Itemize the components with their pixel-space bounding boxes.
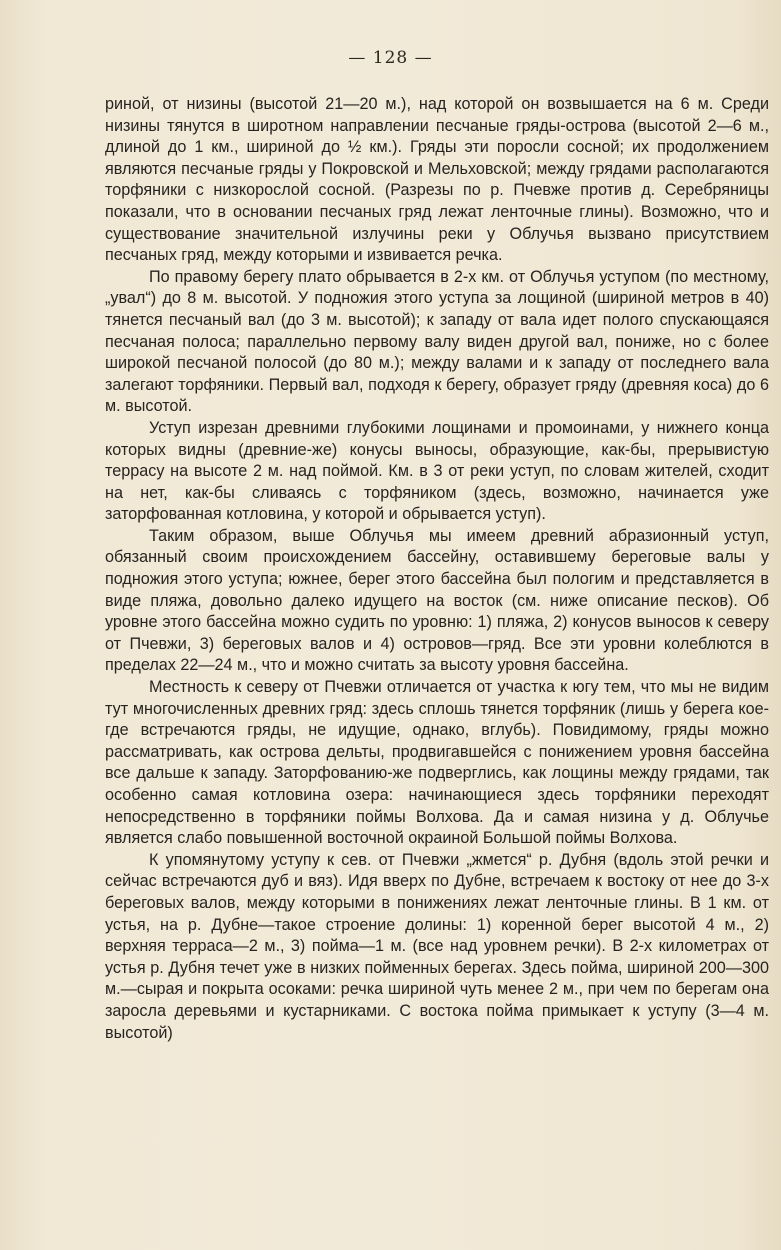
paragraph-2: По правому берегу плато обрывается в 2-х км. от Облучья уступом (по местному, „увал“) до 8 м. высотой. У подножия этого уступа за лощиной (шириной метров в 40) тянется песчаный вал (до 3 м. высотой); к западу от вала идет полого спускающаяся песчаная полоса; параллельно первому валу виден другой вал, пониже, но с более широкой песчаной полосой (до 80 м.); между валами и к западу от последнего вала залегают торфяники. Первый вал, подходя к берегу, образует гряду (древняя коса) до 6 м. высотой. <box>105 267 769 416</box>
paragraph-5: Местность к северу от Пчевжи отличается от участка к югу тем, что мы не видим тут многочисленных древних гряд: здесь сплошь тянется торфяник (лишь у берега кое-где встречаются гряды, не идущие, однако, вглубь). Повидимому, гряды можно рассматривать, как острова дельты, продвигавшейся с понижением уровня бассейна все дальше к западу. Заторфованию-же подверглись, как лощины между грядами, так особенно самая котловина озера: начинающиеся здесь торфяники переходят непосредственно в торфяники поймы Волхова. Да и самая низина у д. Облучье является слабо повышенной восточной окраиной Большой поймы Волхова. <box>105 678 769 848</box>
page-number: — 128 — <box>348 48 433 68</box>
paragraph-1: риной, от низины (высотой 21—20 м.), над которой он возвышается на 6 м. Среди низины тянутся в широтном направлении песчаные гряды-острова (высотой 2—6 м., длиной до 1 км., шириной до ½ км.). Гряды эти поросли сосной; их продолжением являются песчаные гряды у Покровской и Мельховской; между грядами располагаются торфяники с низкорослой сосной. (Разрезы по р. Пчевже против д. Серебряницы показали, что в основании песчаных гряд лежат ленточные глины). Возможно, что и существование значительной излучины реки у Облучья вызвано присутствием песчаных гряд, между которыми и извивается речка. <box>105 95 769 265</box>
body-text <box>105 94 769 1044</box>
paragraph-4: Таким образом, выше Облучья мы имеем древний абразионный уступ, обязанный своим происхождением бассейну, оставившему береговые валы у подножия этого уступа; южнее, берег этого бассейна был пологим и представляется в виде пляжа, довольно далеко идущего на восток (см. ниже описание песков). Об уровне этого бассейна можно судить по уровню: 1) пляжа, 2) конусов выносов к северу от Пчевжи, 3) береговых валов и 4) островов—гряд. Все эти уровни колеблются в пределах 22—24 м., что и можно считать за высоту уровня бассейна. <box>105 526 769 675</box>
paragraph-3: Уступ изрезан древними глубокими лощинами и промоинами, у нижнего конца которых видны (древние-же) конусы выносы, образующие, как-бы, прерывистую террасу на высоте 2 м. над поймой. Км. в 3 от реки уступ, по словам жителей, сходит на нет, как-бы сливаясь с торфяником (здесь, возможно, начинается уже заторфованная котловина, у которой и обрывается уступ). <box>105 418 769 524</box>
paragraph-6: К упомянутому уступу к сев. от Пчевжи „жмется“ р. Дубня (вдоль этой речки и сейчас встречаются дуб и вяз). Идя вверх по Дубне, встречаем к востоку от нее до 3-х береговых валов, между которыми в понижениях лежат ленточные глины. В 1 км. от устья, на р. Дубне—такое строение долины: 1) коренной берег высотой 4 м., 2) верхняя терраса—2 м., 3) пойма—1 м. (все над уровнем речки). В 2-х километрах от устья р. Дубня течет уже в низких пойменных берегах. Здесь пойма, шириной 200—300 м.—сырая и покрыта осоками: речка шириной чуть менее 2 м., при чем по берегам она заросла деревьями и кустарниками. С востока пойма примыкает к уступу (3—4 м. высотой) <box>105 850 769 1042</box>
